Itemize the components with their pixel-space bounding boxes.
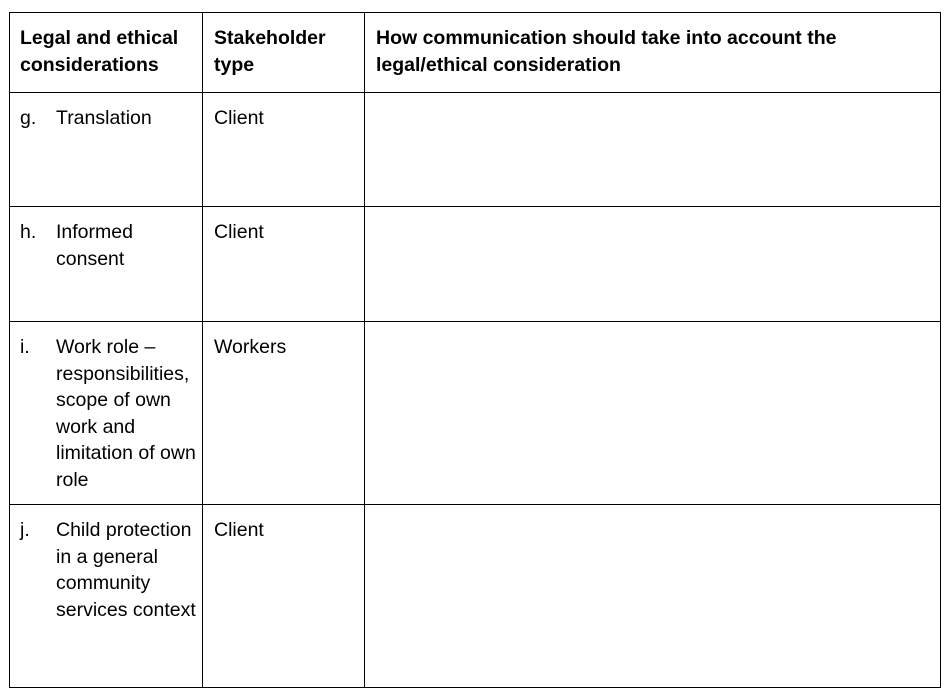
consideration-cell bbox=[10, 505, 203, 688]
stakeholder-text: Client bbox=[214, 107, 264, 129]
header-communication bbox=[365, 13, 941, 93]
table-row bbox=[10, 322, 941, 505]
table-row bbox=[10, 505, 941, 688]
communication-cell[interactable] bbox=[365, 505, 941, 688]
stakeholder-text: Client bbox=[214, 221, 264, 243]
stakeholder-text: Client bbox=[214, 519, 264, 541]
consideration-cell bbox=[10, 93, 203, 207]
consideration-text: Informed consent bbox=[56, 221, 133, 270]
consideration-cell bbox=[10, 207, 203, 322]
stakeholder-cell bbox=[203, 207, 365, 322]
stakeholder-text: Workers bbox=[214, 336, 287, 358]
consideration-cell bbox=[10, 322, 203, 505]
header-communication-label: How communication should take into account the legal/ethical consideration bbox=[376, 27, 837, 76]
communication-cell[interactable] bbox=[365, 207, 941, 322]
table-row bbox=[10, 207, 941, 322]
consideration-text: Child protection in a general community services context bbox=[56, 519, 196, 621]
item-letter: j. bbox=[20, 519, 30, 541]
stakeholder-cell bbox=[203, 322, 365, 505]
item-letter: h. bbox=[20, 221, 37, 243]
header-stakeholder-label: Stakeholder type bbox=[214, 27, 326, 76]
stakeholder-cell bbox=[203, 505, 365, 688]
item-letter: i. bbox=[20, 336, 30, 358]
table-header-row bbox=[10, 13, 941, 93]
stakeholder-cell bbox=[203, 93, 365, 207]
header-stakeholder bbox=[203, 13, 365, 93]
header-consideration-label: Legal and ethical considerations bbox=[20, 27, 179, 76]
consideration-text: Translation bbox=[56, 107, 152, 129]
communication-cell[interactable] bbox=[365, 93, 941, 207]
table-row bbox=[10, 93, 941, 207]
item-letter: g. bbox=[20, 107, 37, 129]
communication-cell[interactable] bbox=[365, 322, 941, 505]
consideration-text: Work role – responsibilities, scope of own work and limitation of own role bbox=[56, 336, 196, 491]
considerations-table bbox=[9, 12, 941, 688]
header-consideration bbox=[10, 13, 203, 93]
